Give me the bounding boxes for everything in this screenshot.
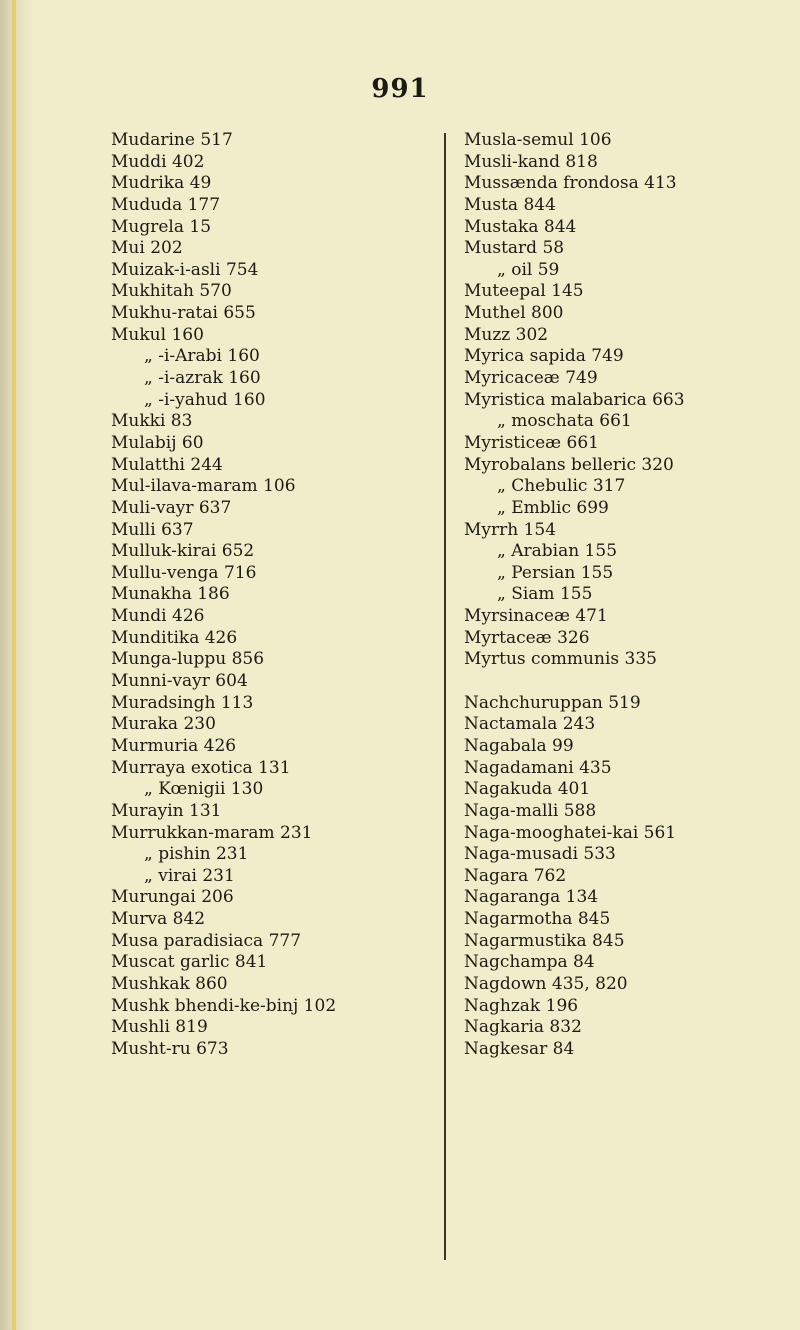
index-entry: Munakha 186 (111, 584, 230, 605)
index-entry: Mukhitah 570 (111, 281, 232, 302)
index-entry: Murraya exotica 131 (111, 757, 291, 778)
index-entry: Muizak-i-asli 754 (111, 259, 259, 280)
index-entry: Mulabij 60 (111, 432, 204, 453)
index-entry: Nagabala 99 (464, 735, 574, 756)
index-entry: Myrrh 154 (464, 519, 557, 540)
index-entry: Mulluk-kirai 652 (111, 541, 255, 562)
index-entry: Nagarmustika 845 (464, 930, 625, 951)
index-entry: Mulli 637 (111, 519, 194, 540)
index-entry: Nagarmotha 845 (464, 909, 611, 930)
index-entry: Nagdown 435, 820 (464, 973, 628, 994)
index-entry: Musta 844 (464, 194, 556, 215)
index-entry: Myrtus communis 335 (464, 649, 657, 670)
index-entry: Nactamala 243 (464, 714, 596, 735)
index-entry: Muthel 800 (464, 303, 564, 324)
index-entry: „ pishin 231 (144, 844, 249, 865)
index-entry: Nagchampa 84 (464, 952, 595, 973)
index-entry: „ Kœnigii 130 (144, 779, 264, 800)
index-entry: „ moschata 661 (497, 411, 632, 432)
index-entry: Nagkaria 832 (464, 1017, 582, 1038)
index-entry: Naga-malli 588 (464, 800, 597, 821)
index-entry: „ -i-yahud 160 (144, 389, 266, 410)
index-entry: Munni-vayr 604 (111, 671, 248, 692)
index-entry: Myricaceæ 749 (464, 368, 598, 389)
index-entry: Mushk bhendi-ke-binj 102 (111, 995, 337, 1016)
index-entry: Mul-ilava-maram 106 (111, 476, 296, 497)
index-entry: Musa paradisiaca 777 (111, 930, 302, 951)
index-entry: Mugrela 15 (111, 216, 212, 237)
index-entry: Mudarine 517 (111, 130, 233, 150)
index-entry: Musla-semul 106 (464, 130, 612, 150)
index-entry: Mududa 177 (111, 194, 221, 215)
binding-highlight (12, 0, 16, 1330)
index-entry: Munditika 426 (111, 627, 238, 648)
index-entry: „ Emblic 699 (497, 497, 609, 518)
index-entry: Muraka 230 (111, 714, 216, 735)
index-entry: „ Arabian 155 (497, 541, 618, 562)
index-entry: Murva 842 (111, 909, 206, 930)
index-entry: Nagara 762 (464, 865, 567, 886)
index-entry: Nagaranga 134 (464, 887, 599, 908)
index-entry: Mustard 58 (464, 238, 565, 259)
index-entry: „ Chebulic 317 (497, 476, 626, 497)
index-entry: Myrsinaceæ 471 (464, 606, 608, 627)
index-entry: Munga-luppu 856 (111, 649, 265, 670)
index-entry: Mundi 426 (111, 606, 205, 627)
index-entry: „ -i-azrak 160 (144, 368, 261, 389)
index-entry: Myrobalans belleric 320 (464, 454, 674, 475)
index-entry: Muteepal 145 (464, 281, 584, 302)
index-entry: Mullu-venga 716 (111, 562, 257, 583)
index-entry: Myristiceæ 661 (464, 432, 599, 453)
index-entry: Mushkak 860 (111, 973, 228, 994)
index-entry: Myrtaceæ 326 (464, 627, 590, 648)
index-entry: Mudrika 49 (111, 173, 212, 194)
index-entry: Mukul 160 (111, 324, 204, 345)
index-entry: Myristica malabarica 663 (464, 389, 685, 410)
page-number: 991 (371, 74, 429, 104)
index-entry: Naga-mooghatei-kai 561 (464, 822, 677, 843)
index-entry: Naghzak 196 (464, 995, 579, 1016)
index-entry: Nagkesar 84 (464, 1038, 575, 1059)
index-entry: Musht-ru 673 (111, 1038, 229, 1059)
index-entry: Mukhu-ratai 655 (111, 303, 256, 324)
index-entry: „ virai 231 (144, 865, 235, 886)
index-entry: Nagadamani 435 (464, 757, 612, 778)
index-entry: Muli-vayr 637 (111, 497, 232, 518)
index-entry: Murmuria 426 (111, 735, 237, 756)
index-entry: „ Persian 155 (497, 562, 614, 583)
index-entry: Mushli 819 (111, 1017, 208, 1038)
index-entry: Nagakuda 401 (464, 779, 591, 800)
index-entry: Mustaka 844 (464, 216, 577, 237)
index-entry: „ oil 59 (497, 259, 560, 280)
index-entry: Murungai 206 (111, 887, 234, 908)
index-entry: Muddi 402 (111, 151, 205, 172)
index-entry: Naga-musadi 533 (464, 844, 616, 865)
index-entry: Mussænda frondosa 413 (464, 173, 677, 194)
index-entry: Mui 202 (111, 238, 183, 259)
index-entry: Mulatthi 244 (111, 454, 223, 475)
index-column-right (464, 130, 685, 1061)
index-entry: Muzz 302 (464, 324, 549, 345)
index-column-left (111, 130, 336, 1061)
book-binding-edge (0, 0, 34, 1330)
index-entry: Musli-kand 818 (464, 151, 598, 172)
index-entry: Murrukkan-maram 231 (111, 822, 313, 843)
index-entry: Nachchuruppan 519 (464, 692, 641, 713)
index-entry: „ -i-Arabi 160 (144, 346, 260, 367)
index-entry: Myrica sapida 749 (464, 346, 624, 367)
column-divider (444, 133, 446, 1260)
index-entry: „ Siam 155 (497, 584, 593, 605)
index-entry: Mukki 83 (111, 411, 193, 432)
index-entry: Muscat garlic 841 (111, 952, 268, 973)
index-entry: Muradsingh 113 (111, 692, 254, 713)
index-entry: Murayin 131 (111, 800, 222, 821)
